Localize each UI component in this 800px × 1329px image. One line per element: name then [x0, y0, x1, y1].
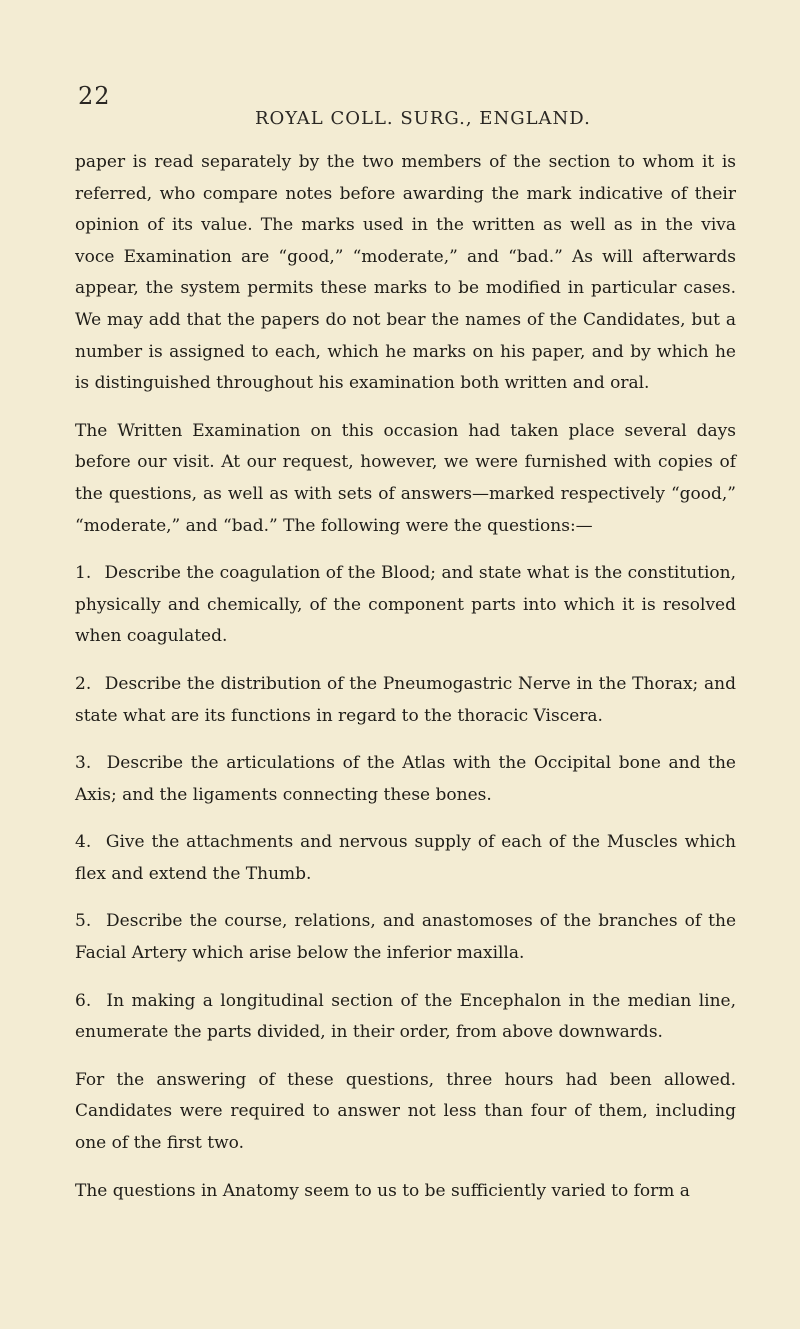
paragraph-2: The Written Examination on this occasion had taken place several days before our visit. At our request, however, we were furnished with copies of the questions, as well as with sets of answers—marked respectively “good,” “moderate,” and “bad.” The following were the questions:— — [75, 420, 736, 536]
body-text — [75, 147, 736, 1207]
question-number: 2. — [75, 673, 92, 694]
question-number: 4. — [75, 832, 92, 853]
question-5 — [75, 906, 736, 969]
question-number: 3. — [75, 753, 92, 774]
question-3 — [75, 748, 736, 811]
paragraph-1: paper is read separately by the two members of the section to whom it is referred, who compare notes before awarding the mark indicative of their opinion of its value. The marks used in the written as well as in the viva voce Examination are “good,” “moderate,” and “bad.” As will afterwards appear, the system permits these marks to be modified in particular cases. We may add that the papers do not bear the names of the Candidates, but a number is assigned to each, which he marks on his paper, and by which he is distinguished throughout his examination both written and oral. — [75, 152, 736, 394]
question-number: 6. — [75, 990, 92, 1011]
question-2 — [75, 669, 736, 732]
question-1 — [75, 558, 736, 653]
question-text: Describe the distribution of the Pneumogastric Nerve in the Thorax; and state what are its functions in regard to the thoracic Viscera. — [75, 673, 736, 726]
question-number: 1. — [75, 563, 92, 584]
question-text: In making a longitudinal section of the Encephalon in the median line, enumerate the parts divided, in their order, from above downwards. — [75, 990, 736, 1043]
question-number: 5. — [75, 911, 92, 932]
paragraph-4: The questions in Anatomy seem to us to be sufficiently varied to form a — [75, 1180, 690, 1201]
running-title: ROYAL COLL. SURG., ENGLAND. — [255, 108, 591, 129]
question-text: Give the attachments and nervous supply of each of the Muscles which flex and extend the Thumb. — [75, 832, 737, 884]
paragraph-3: For the answering of these questions, three hours had been allowed. Candidates were required to answer not less than four of them, including one of the first two. — [75, 1069, 736, 1154]
question-4 — [75, 827, 736, 890]
page-number: 22 — [78, 82, 111, 110]
question-6 — [75, 986, 736, 1049]
question-text: Describe the coagulation of the Blood; and state what is the constitution, physically and chemically, of the component parts into which it is resolved when coagulated. — [75, 563, 736, 647]
question-text: Describe the course, relations, and anastomoses of the branches of the Facial Artery which arise below the inferior maxilla. — [75, 911, 736, 964]
question-text: Describe the articulations of the Atlas with the Occipital bone and the Axis; and the ligaments connecting these bones. — [75, 753, 736, 805]
